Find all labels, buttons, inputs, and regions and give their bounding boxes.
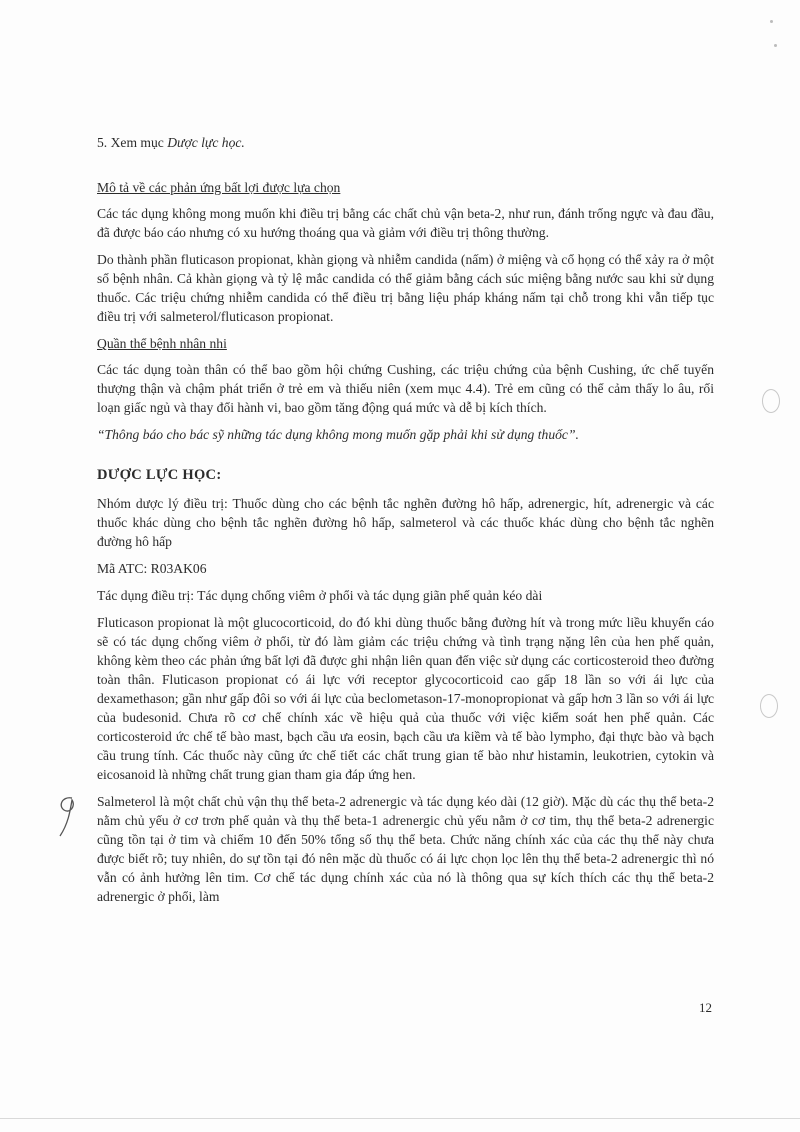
scan-speck <box>770 20 773 23</box>
document-body <box>97 133 714 914</box>
report-notice: “Thông báo cho bác sỹ những tác dụng không mong muốn gặp phải khi sử dụng thuốc”. <box>97 427 579 442</box>
punch-hole <box>762 389 780 413</box>
reference-target: Dược lực học. <box>167 135 245 150</box>
salmeterol-paragraph: Salmeterol là một chất chủ vận thụ thể beta-2 adrenergic và tác dụng kéo dài (12 giờ). Mặc dù các thụ thể beta-2 nằm chủ yếu ở cơ trơn phế quản và thụ thể beta-1 adrenergic chủ yếu nằm ở cơ tim, thụ thể beta-2 adrenergic cũng tồn tại ở tim và chiếm 10 đến 50% tổng số thụ thể beta. Chức năng chính xác của các thụ thể này chưa được biết rõ; tuy nhiên, do sự tồn tại đó nên mặc dù thuốc có ái lực chọn lọc lên thụ thể beta-2 adrenergic thì nó vẫn có ảnh hưởng lên tim. Cơ chế tác dụng chính xác của nó là thông qua sự kích thích các thụ thể beta-2 adrenergic ở phổi, làm <box>97 794 714 904</box>
initial-mark <box>50 792 90 842</box>
section-title: DƯỢC LỰC HỌC: <box>97 467 222 483</box>
fluticasone-paragraph: Fluticason propionat là một glucocorticoid, do đó khi dùng thuốc bằng đường hít và trong mức liều khuyến cáo sẽ có tác dụng chống viêm ở phổi, từ đó làm giảm các triệu chứng và tình trạng nặng lên của hen phế quản, không kèm theo các phản ứng bất lợi đã được ghi nhận liên quan đến việc sử dụng các corticosteroid theo đường toàn thân. Fluticason propionat có ái lực với receptor glycocorticoid cao gấp 18 lần so với ái lực của dexamethason; gần như gấp đôi so với ái lực của beclometason-17-monopropionat và gấp hơn 3 lần so với ái lực của budesonid. Chưa rõ cơ chế chính xác về hiệu quả của thuốc với việc kiểm soát hen phế quản. Các corticosteroid ức chế tế bào mast, bạch cầu ưa eosin, bạch cầu ưa kiềm và tế bào lympho, đại thực bào và bạch cầu trung tính. Các thuốc này cũng ức chế tiết các chất trung gian tế bào như histamin, leukotrien, cytokin và eicosanoid là những chất trung gian tham gia đáp ứng hen. <box>97 615 714 782</box>
adverse-paragraph-1: Các tác dụng không mong muốn khi điều trị bằng các chất chủ vận beta-2, như run, đánh trống ngực và đau đầu, đã được báo cáo nhưng có xu hướng thoáng qua và giảm với điều trị thông thường. <box>97 206 714 240</box>
pediatric-paragraph: Các tác dụng toàn thân có thể bao gồm hội chứng Cushing, các triệu chứng của bệnh Cushing, ức chế tuyến thượng thận và chậm phát triển ở trẻ em và thiếu niên (xem mục 4.4). Trẻ em cũng có thể cảm thấy lo âu, rối loạn giấc ngủ và thay đổi hành vi, bao gồm tăng động quá mức và dễ bị kích thích. <box>97 362 714 415</box>
therapeutic-effect: Tác dụng điều trị: Tác dụng chống viêm ở phổi và tác dụng giãn phế quản kéo dài <box>97 588 543 603</box>
scan-edge <box>0 1118 800 1119</box>
reference-prefix: 5. Xem mục <box>97 135 168 150</box>
reference-item <box>97 133 714 152</box>
adverse-reactions-heading: Mô tả về các phản ứng bất lợi được lựa chọn <box>97 180 341 195</box>
atc-code: Mã ATC: R03AK06 <box>97 561 207 576</box>
scan-speck <box>774 44 777 47</box>
adverse-paragraph-2: Do thành phần fluticason propionat, khàn giọng và nhiễm candida (nấm) ở miệng và cổ họng có thể xảy ra ở một số bệnh nhân. Cả khàn giọng và tỷ lệ mắc candida có thể giảm bằng cách súc miệng bằng nước sau khi sử dụng thuốc. Các triệu chứng nhiễm candida có thể điều trị bằng liệu pháp kháng nấm tại chỗ trong khi vẫn tiếp tục điều trị với salmeterol/fluticason propionat. <box>97 252 714 324</box>
page-number: 12 <box>699 1000 712 1015</box>
punch-hole <box>760 694 778 718</box>
pharmacotherapeutic-group: Nhóm dược lý điều trị: Thuốc dùng cho các bệnh tắc nghẽn đường hô hấp, adrenergic, hít, adrenergic và các thuốc khác dùng cho bệnh tắc nghẽn đường hô hấp, salmeterol và các thuốc khác dùng cho bệnh tắc nghẽn đường hô hấp <box>97 496 714 549</box>
pediatric-heading: Quần thể bệnh nhân nhi <box>97 336 227 351</box>
